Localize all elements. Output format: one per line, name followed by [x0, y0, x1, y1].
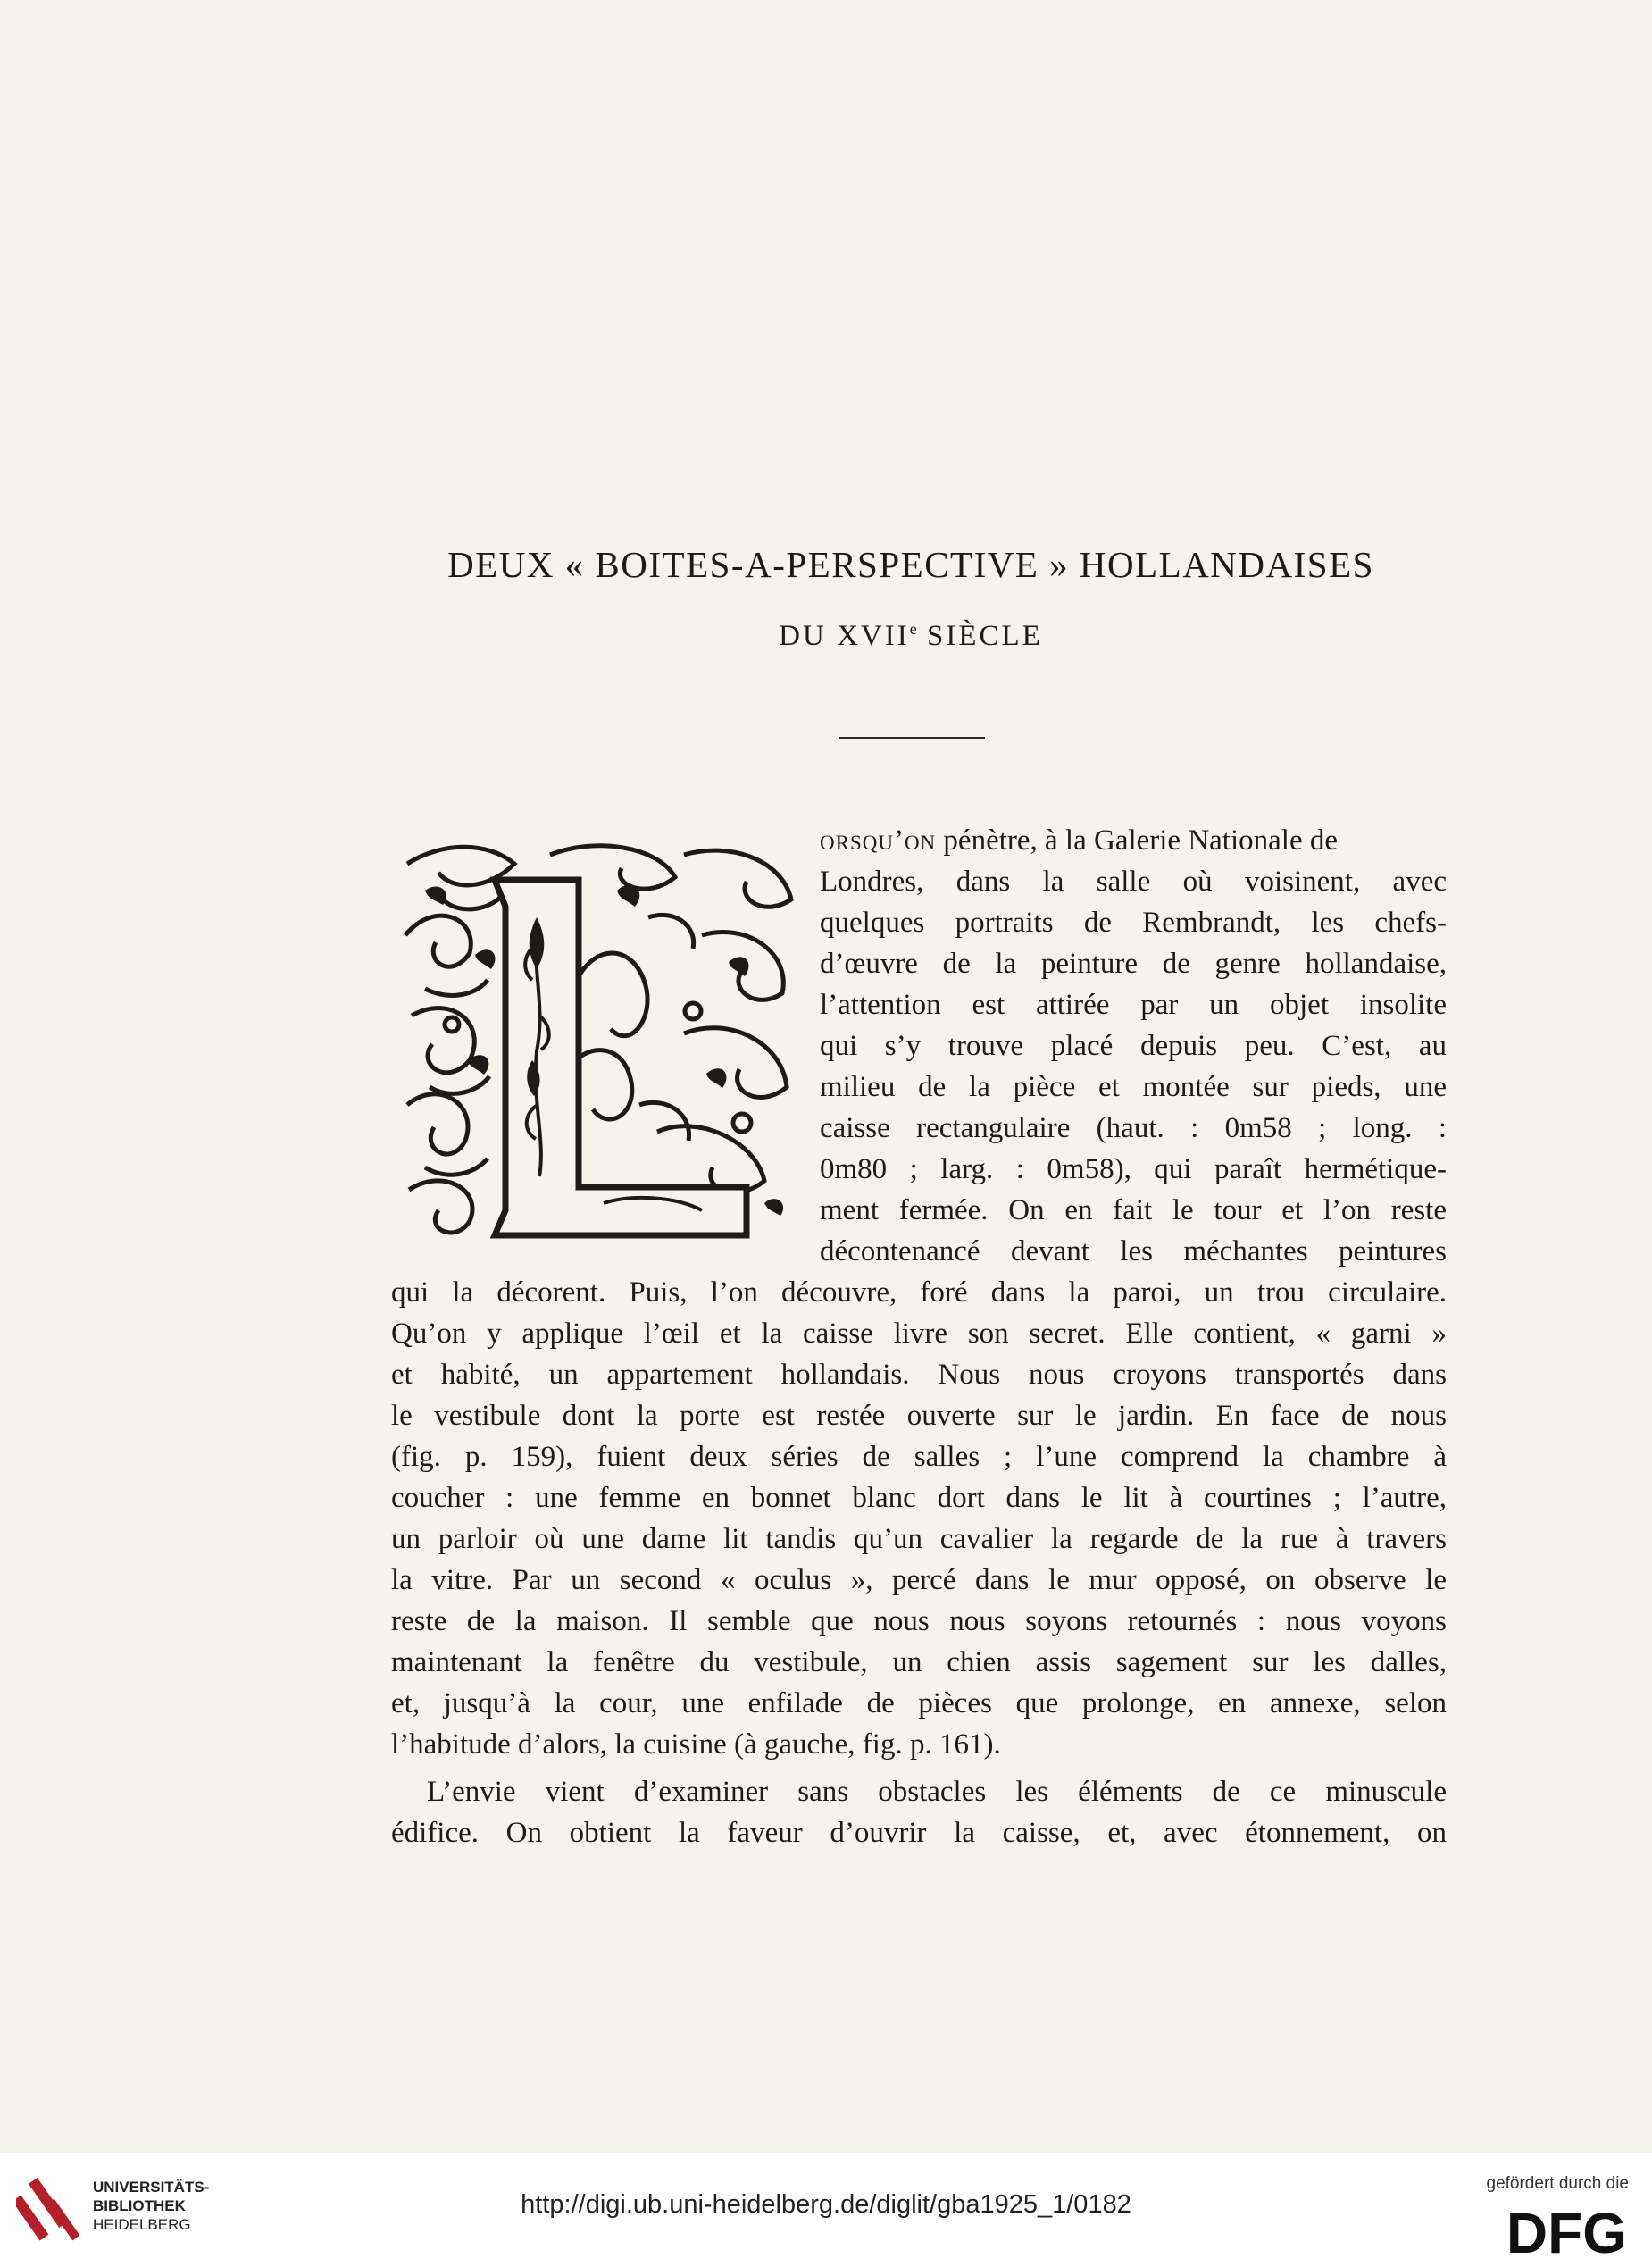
subtitle-end: SIÈCLE [916, 620, 1043, 652]
article-title: DEUX « BOITES-A-PERSPECTIVE » HOLLANDAISES [447, 544, 1374, 585]
text-line-14: et habité, un appartement hollandais. Nous nous croyons transportés dans [391, 1359, 1447, 1391]
subtitle-text: DU XVII [779, 620, 910, 652]
text-line-17: coucher : une femme en bonnet blanc dort dans le lit à courtines ; l’autre, [391, 1482, 1447, 1514]
text-line-16: (fig. p. 159), fuient deux séries de salles ; l’une comprend la chambre à [391, 1441, 1447, 1473]
text-line-21: maintenant la fenêtre du vestibule, un chien assis sagement sur les dalles, [391, 1646, 1447, 1678]
text-line-24: L’envie vient d’examiner sans obstacles les éléments de ce minuscule [427, 1776, 1447, 1808]
text-line-6: qui s’y trouve placé depuis peu. C’est, au [820, 1030, 1447, 1062]
text-line-23: l’habitude d’alors, la cuisine (à gauche, fig. p. 161). [391, 1728, 1001, 1761]
text-line-4: d’œuvre de la peinture de genre hollandaise, [820, 948, 1447, 980]
article-subtitle [393, 620, 1429, 653]
dfg-logo-text: DFG [1506, 2206, 1627, 2256]
text-line-25: édifice. On obtient la faveur d’ouvrir la caisse, et, avec étonnement, on [391, 1817, 1447, 1849]
dfg-logo-icon [1468, 2206, 1629, 2256]
library-line-2: BIBLIOTHEK [93, 2197, 186, 2214]
text-line-9: 0m80 ; larg. : 0m58), qui paraît hermétique- [820, 1153, 1447, 1185]
text-line-8: caisse rectangulaire (haut. : 0m58 ; long. : [820, 1112, 1447, 1144]
text-line-3: quelques portraits de Rembrandt, les chefs- [820, 907, 1447, 939]
text-line-10: ment fermée. On en fait le tour et l’on reste [820, 1194, 1447, 1226]
text-line-11: décontenancé devant les méchantes peintures [820, 1235, 1447, 1267]
text-line-7: milieu de la pièce et montée sur pieds, une [820, 1071, 1447, 1103]
text-line-13: Qu’on y applique l’œil et la caisse livre son secret. Elle contient, « garni » [391, 1318, 1447, 1350]
text-line-2: Londres, dans la salle où voisinent, avec [820, 866, 1447, 898]
text-line-22: et, jusqu’à la cour, une enfilade de pièces que prolonge, en annexe, selon [391, 1687, 1447, 1719]
text-line-1-rest: pénètre, à la Galerie Nationale de [936, 824, 1339, 857]
ornamental-dropcap-illustration [389, 837, 807, 1250]
text-line-20: reste de la maison. Il semble que nous nous soyons retournés : nous voyons [391, 1605, 1447, 1637]
subtitle-superscript: e [909, 620, 917, 638]
funder-label: gefördert durch die [1486, 2174, 1629, 2193]
text-line-15: le vestibule dont la porte est restée ouverte sur le jardin. En face de nous [391, 1400, 1447, 1432]
library-line-1: UNIVERSITÄTS- [93, 2179, 210, 2196]
library-line-3: HEIDELBERG [93, 2216, 191, 2233]
opening-smallcaps: orsqu’on [820, 824, 937, 857]
digitization-footer [0, 2153, 1652, 2267]
text-line-1 [820, 820, 1447, 861]
text-line-12: qui la décorent. Puis, l’on découvre, foré dans la paroi, un trou circulaire. [391, 1276, 1447, 1309]
text-line-5: l’attention est attirée par un objet insolite [820, 989, 1447, 1021]
text-line-19: la vitre. Par un second « oculus », percé dans le mur opposé, on observe le [391, 1564, 1447, 1596]
text-line-18: un parloir où une dame lit tandis qu’un cavalier la regarde de la rue à travers [391, 1523, 1447, 1555]
source-url-link[interactable]: http://digi.ub.uni-heidelberg.de/diglit/gba1925_1/0182 [521, 2190, 1131, 2219]
title-rule [839, 737, 985, 739]
